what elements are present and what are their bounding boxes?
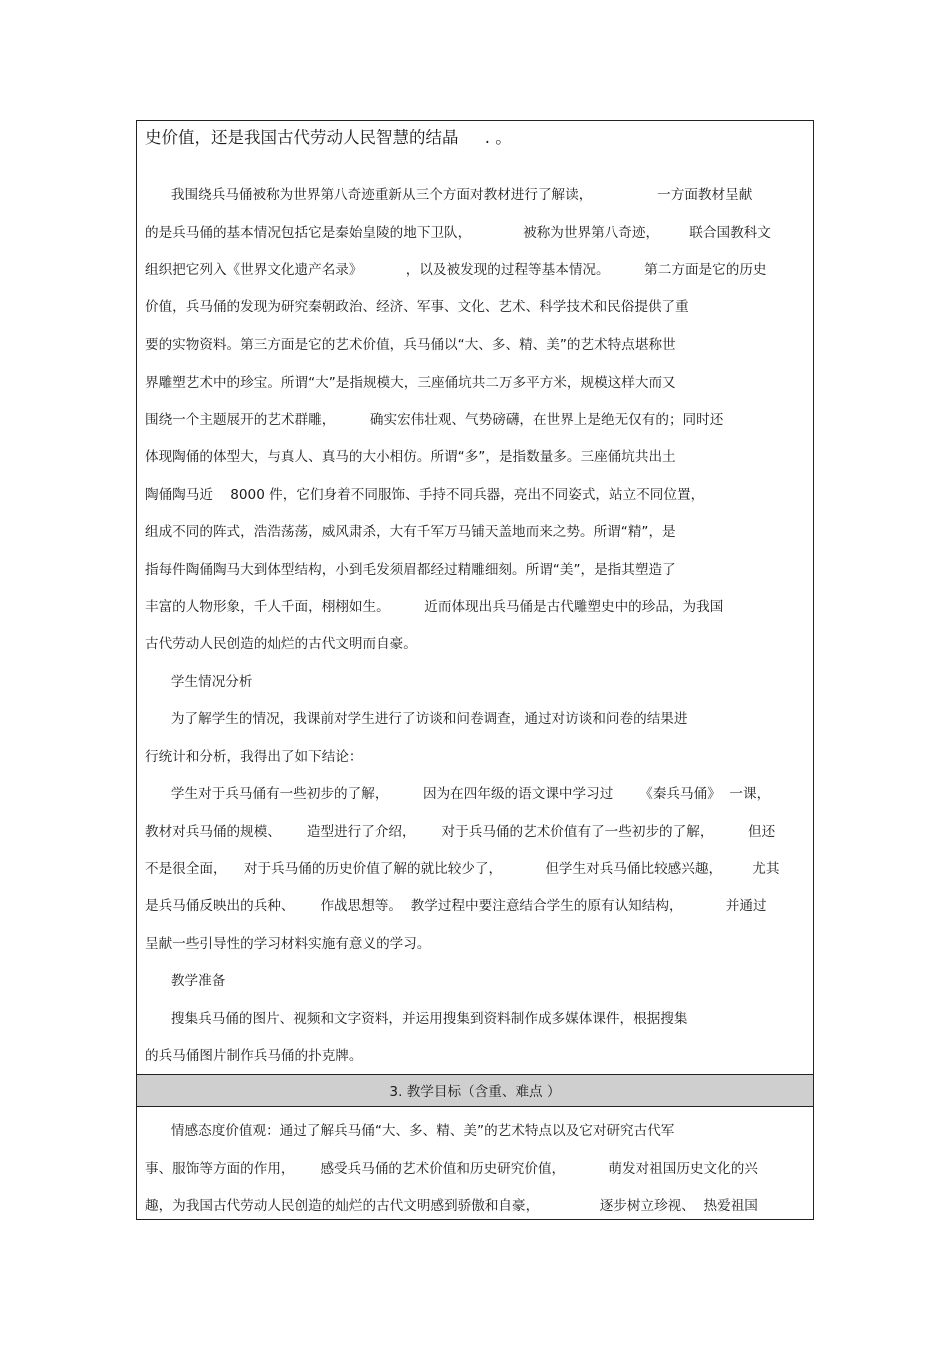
document-table	[136, 120, 814, 1220]
section-header-band	[137, 1074, 813, 1107]
text-line: 陶俑陶马近 8000 件，它们身着不同服饰、手持不同兵器，亮出不同姿式，站立不同位置，	[145, 487, 705, 503]
text-line: 体现陶俑的体型大，与真人、真马的大小相仿。所谓“多”，是指数量多。三座俑坑共出土	[145, 449, 676, 465]
section-title: 3. 教学目标（含重、难点 ）	[389, 1084, 561, 1100]
text-line: 古代劳动人民创造的灿烂的古代文明而自豪。	[145, 636, 417, 652]
text-line: 呈献一些引导性的学习材料实施有意义的学习。	[145, 936, 431, 952]
text-line: 史价值，还是我国古代劳动人民智慧的结晶 . 。	[145, 128, 512, 147]
text-line: 价值，兵马俑的发现为研究秦朝政治、经济、军事、文化、艺术、科学技术和民俗提供了重	[145, 299, 689, 315]
text-line: 不是很全面， 对于兵马俑的历史价值了解的就比较少了， 但学生对兵马俑比较感兴趣， 尤其	[145, 861, 780, 877]
text-line: 的兵马俑图片制作兵马俑的扑克牌。	[145, 1048, 363, 1064]
text-line: 围绕一个主题展开的艺术群雕， 确实宏伟壮观、气势磅礴，在世界上是绝无仅有的；同时还	[145, 412, 724, 428]
text-line: 事、服饰等方面的作用， 感受兵马俑的艺术价值和历史研究价值， 萌发对祖国历史文化的兴	[145, 1161, 758, 1177]
text-line: 是兵马俑反映出的兵种、 作战思想等。 教学过程中要注意结合学生的原有认知结构， 并通过	[145, 898, 767, 914]
text-line: 我围绕兵马俑被称为世界第八奇迹重新从三个方面对教材进行了解读， 一方面教材呈献	[145, 187, 753, 203]
text-line: 情感态度价值观：通过了解兵马俑“大、多、精、美”的艺术特点以及它对研究古代军	[145, 1123, 675, 1139]
text-line: 丰富的人物形象，千人千面，栩栩如生。 近而体现出兵马俑是古代雕塑史中的珍品，为我国	[145, 599, 724, 615]
text-line: 搜集兵马俑的图片、视频和文字资料，并运用搜集到资料制作成多媒体课件，根据搜集	[145, 1011, 688, 1027]
heading-student-analysis: 学生情况分析	[145, 674, 253, 690]
heading-teaching-prep: 教学准备	[145, 973, 226, 989]
text-line: 组织把它列入《世界文化遗产名录》 ，以及被发现的过程等基本情况。 第二方面是它的历史	[145, 262, 767, 278]
text-line: 行统计和分析，我得出了如下结论：	[145, 749, 363, 765]
text-line: 的是兵马俑的基本情况包括它是秦始皇陵的地下卫队， 被称为世界第八奇迹， 联合国教科文	[145, 225, 771, 241]
text-line: 界雕塑艺术中的珍宝。所谓“大”是指规模大，三座俑坑共二万多平方米，规模这样大而又	[145, 375, 676, 391]
text-line: 学生对于兵马俑有一些初步的了解， 因为在四年级的语文课中学习过 《秦兵马俑》 一课，	[145, 786, 771, 802]
text-line: 为了解学生的情况，我课前对学生进行了访谈和问卷调查，通过对访谈和问卷的结果进	[145, 711, 688, 727]
text-line: 指每件陶俑陶马大到体型结构，小到毛发须眉都经过精雕细刻。所谓“美”，是指其塑造了	[145, 562, 676, 578]
text-line: 要的实物资料。第三方面是它的艺术价值，兵马俑以“大、多、精、美”的艺术特点堪称世	[145, 337, 676, 353]
text-line: 教材对兵马俑的规模、 造型进行了介绍， 对于兵马俑的艺术价值有了一些初步的了解， 但还	[145, 824, 776, 840]
text-line: 组成不同的阵式，浩浩荡荡，威风肃杀，大有千军万马铺天盖地而来之势。所谓“精”，是	[145, 524, 676, 540]
text-line: 趣，为我国古代劳动人民创造的灿烂的古代文明感到骄傲和自豪， 逐步树立珍视、 热爱祖国	[145, 1198, 758, 1214]
